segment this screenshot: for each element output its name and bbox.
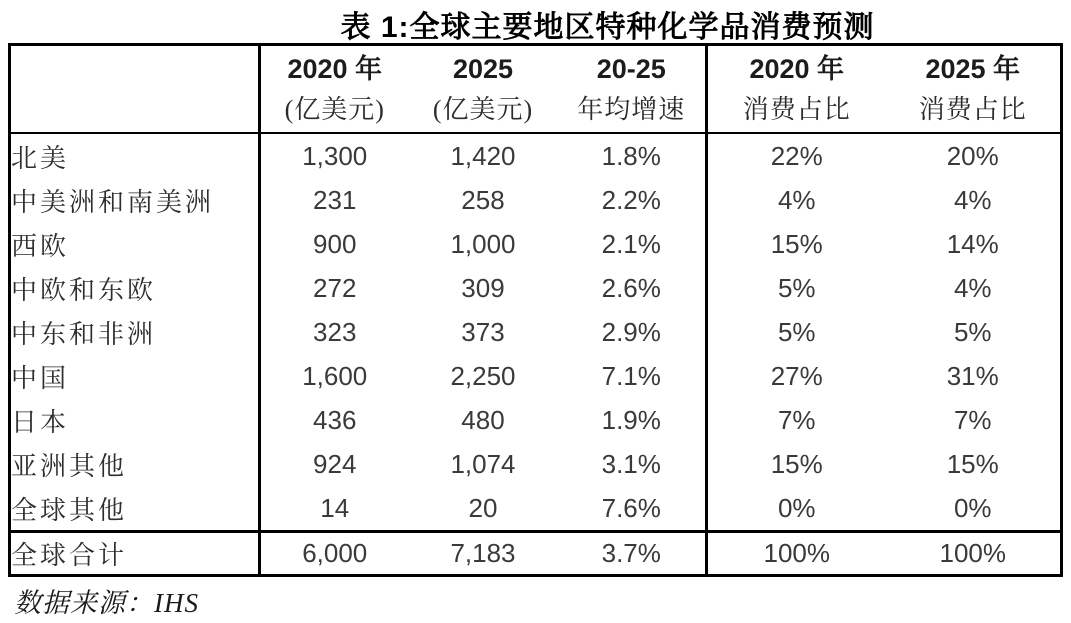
table-row: [10, 222, 1062, 266]
value-cell: 924: [260, 442, 409, 486]
table-row: [10, 266, 1062, 310]
region-cell: 中东和非洲: [11, 319, 157, 349]
header-cell-2025-value: [409, 45, 558, 134]
region-cell: 中国: [11, 363, 70, 393]
header-line2: (亿美元): [432, 94, 534, 124]
value-cell: 0%: [953, 492, 992, 523]
header-line1: 2020 年: [749, 54, 845, 85]
value-cell: 1,074: [450, 448, 516, 479]
header-cell-growth: [558, 45, 707, 134]
value-cell: 1.9%: [601, 404, 661, 435]
value-cell: 20%: [946, 140, 999, 171]
value-cell: 272: [260, 266, 409, 310]
value-cell: 4%: [953, 184, 992, 215]
region-cell: 亚洲其他: [11, 451, 128, 481]
value-cell: 5%: [707, 310, 886, 354]
value-cell: 1,420: [450, 140, 516, 171]
region-cell: 日本: [11, 407, 70, 437]
value-cell: 373: [461, 316, 505, 347]
header-row: [10, 45, 1062, 134]
table-title: 表 1:全球主要地区特种化学品消费预测: [340, 11, 875, 44]
source-note: 数据来源：IHS: [14, 588, 199, 618]
value-cell: 15%: [707, 442, 886, 486]
value-cell: 2.9%: [601, 316, 661, 347]
region-cell: 全球其他: [11, 495, 128, 525]
header-line2: 消费占比: [742, 94, 851, 124]
total-row: [10, 532, 1062, 576]
value-cell: 22%: [707, 133, 886, 178]
value-cell: 7%: [707, 398, 886, 442]
region-cell: 全球合计: [10, 532, 260, 576]
region-cell: 中欧和东欧: [11, 275, 157, 305]
value-cell: 258: [461, 184, 505, 215]
region-cell: 北美: [11, 143, 70, 173]
header-cell-2025-share: [886, 45, 1062, 134]
value-cell: 1.8%: [601, 140, 661, 171]
value-cell: 1,300: [260, 133, 409, 178]
value-cell: 100%: [707, 532, 886, 576]
value-cell: 2,250: [450, 360, 516, 391]
header-cell-2020-share: [707, 45, 886, 134]
table-row: [10, 354, 1062, 398]
value-cell: 0%: [707, 486, 886, 532]
value-cell: 3.1%: [601, 448, 661, 479]
value-cell: 5%: [953, 316, 992, 347]
value-cell: 436: [260, 398, 409, 442]
value-cell: 900: [260, 222, 409, 266]
value-cell: 2.2%: [601, 184, 661, 215]
value-cell: 7,183: [409, 532, 558, 576]
data-table: [8, 43, 1063, 577]
value-cell: 231: [260, 178, 409, 222]
header-line2: 年均增速: [577, 94, 686, 124]
value-cell: 7.6%: [601, 492, 661, 523]
table-row: [10, 398, 1062, 442]
table-row: [10, 133, 1062, 178]
table-row: [10, 442, 1062, 486]
value-cell: 1,000: [450, 228, 516, 259]
value-cell: 15%: [946, 448, 999, 479]
header-cell-region: [10, 45, 260, 134]
table-row: [10, 178, 1062, 222]
value-cell: 14: [260, 486, 409, 532]
value-cell: 14%: [946, 228, 999, 259]
value-cell: 480: [461, 404, 505, 435]
value-cell: 20: [468, 492, 498, 523]
value-cell: 4%: [707, 178, 886, 222]
value-cell: 100%: [886, 532, 1062, 576]
header-line2: 消费占比: [918, 94, 1027, 124]
header-line1: 2025: [452, 54, 514, 85]
value-cell: 2.6%: [601, 272, 661, 303]
header-line1: 2020 年: [287, 54, 383, 85]
value-cell: 31%: [946, 360, 999, 391]
header-line2: (亿美元): [284, 94, 385, 124]
value-cell: 323: [260, 310, 409, 354]
region-cell: 中美洲和南美洲: [11, 187, 215, 217]
value-cell: 6,000: [260, 532, 409, 576]
value-cell: 27%: [707, 354, 886, 398]
value-cell: 15%: [707, 222, 886, 266]
header-line1: 2025 年: [925, 54, 1021, 85]
value-cell: 309: [461, 272, 505, 303]
table-row: [10, 310, 1062, 354]
header-cell-2020-value: [260, 45, 409, 134]
value-cell: 7.1%: [601, 360, 661, 391]
value-cell: 5%: [707, 266, 886, 310]
value-cell: 7%: [953, 404, 992, 435]
value-cell: 1,600: [260, 354, 409, 398]
table-row: [10, 486, 1062, 532]
value-cell: 3.7%: [558, 532, 707, 576]
header-line1: 20-25: [596, 54, 666, 85]
value-cell: 2.1%: [601, 228, 661, 259]
value-cell: 4%: [953, 272, 992, 303]
region-cell: 西欧: [11, 231, 70, 261]
